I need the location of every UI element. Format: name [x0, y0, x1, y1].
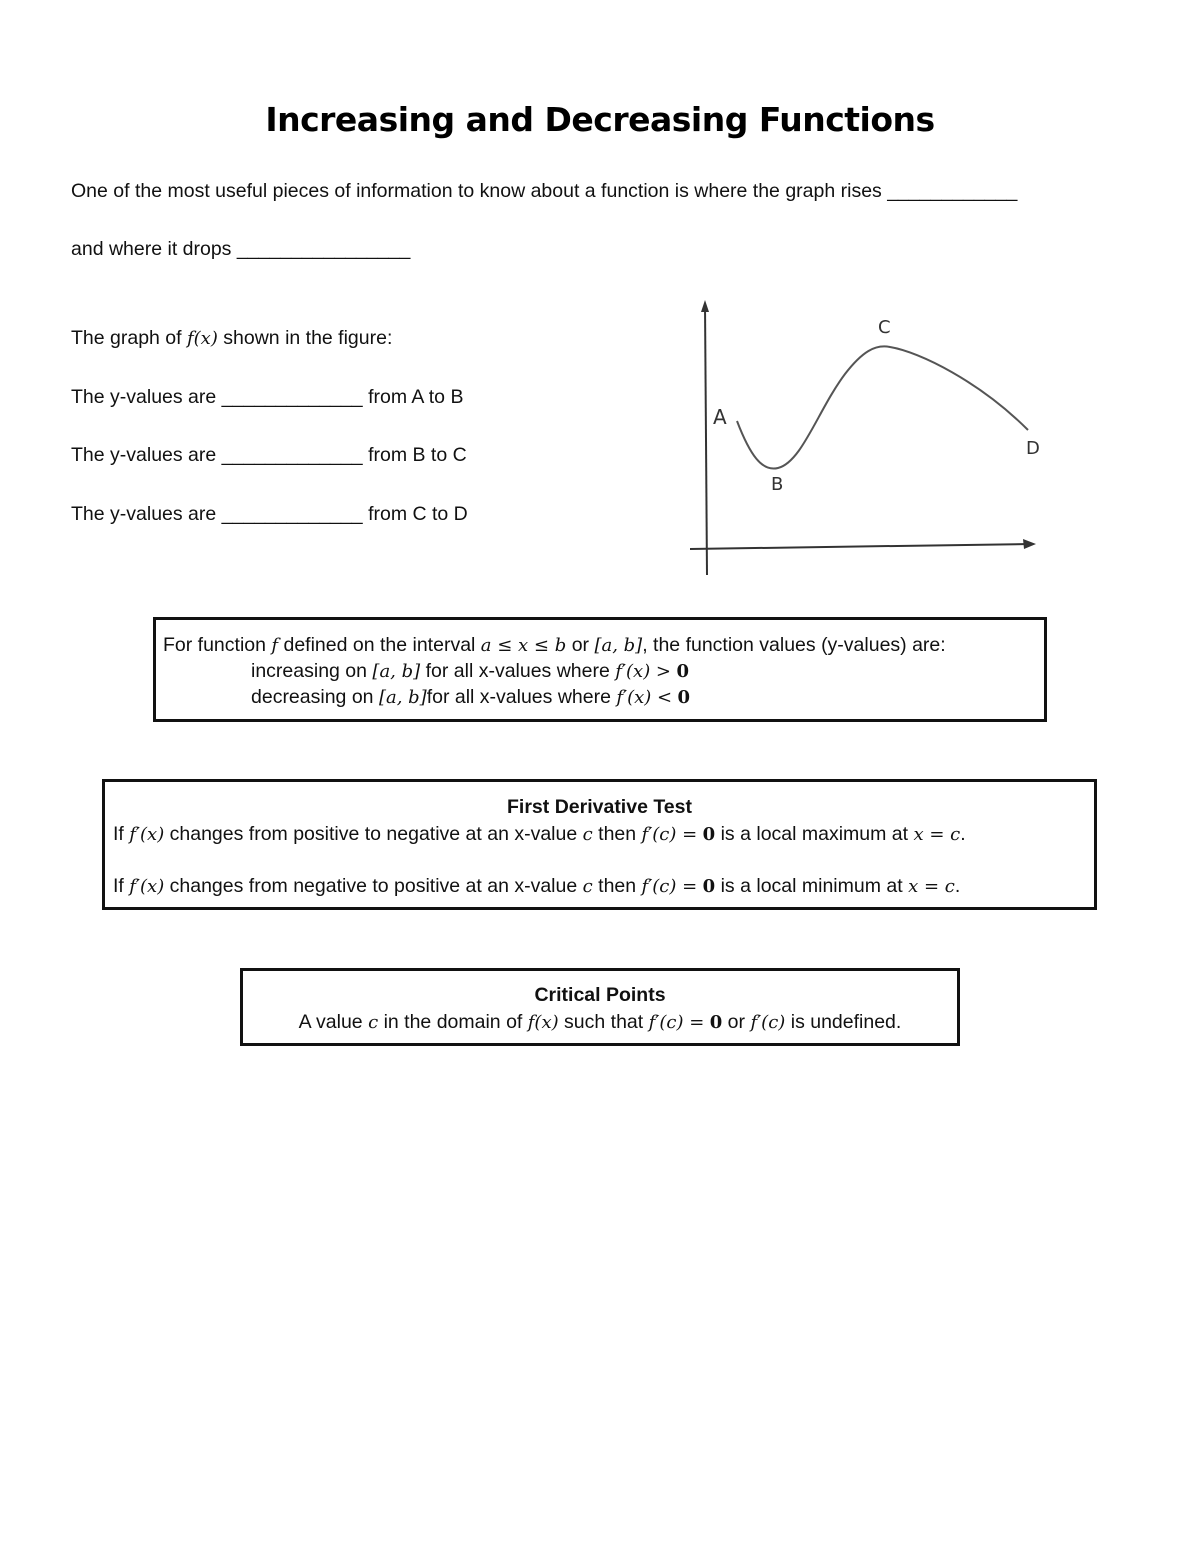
math: 0: [702, 824, 716, 845]
math: f′(c) =: [641, 824, 698, 845]
critical-points-heading: Critical Points: [534, 984, 666, 1006]
text: then: [598, 875, 637, 897]
row-prefix: The y-values are: [71, 444, 217, 466]
text: decreasing on: [251, 686, 374, 708]
graph-lead-math: f(x): [187, 328, 218, 349]
intro-line-drops: and where it drops ________________: [71, 238, 411, 260]
math: c: [582, 876, 593, 897]
text: For function: [163, 634, 266, 656]
math: f(x): [527, 1012, 559, 1033]
math: 0: [702, 876, 716, 897]
curve: [737, 346, 1028, 468]
math: [a, b]: [594, 635, 643, 656]
math: f′(x): [129, 824, 165, 845]
text: changes from negative to positive at an x-value: [169, 875, 578, 897]
point-label-b: B: [771, 474, 784, 495]
y-axis-arrowhead: [701, 300, 709, 312]
text: increasing on: [251, 660, 367, 682]
text: or: [571, 634, 590, 656]
text: such that: [564, 1011, 644, 1033]
math: [a, b]: [378, 687, 427, 708]
text: defined on the interval: [283, 634, 476, 656]
y-values-row-bc: [71, 444, 467, 467]
math: f′(c): [750, 1012, 786, 1033]
first-derivative-test-box: [102, 779, 1097, 910]
intro-line-rises: One of the most useful pieces of information to know about a function is where the graph rises ____________: [71, 180, 1018, 202]
text: , the function values (y-values) are:: [642, 634, 946, 656]
definition-line-increasing: [251, 660, 689, 683]
first-derivative-test-max: [113, 823, 966, 846]
text: or: [727, 1011, 746, 1033]
row-suffix: from C to D: [368, 503, 468, 525]
math: f′(x) >: [615, 661, 672, 682]
text: If: [113, 875, 124, 897]
text: A value: [298, 1011, 363, 1033]
graph-lead-end: shown in the figure:: [223, 327, 393, 349]
page-title: Increasing and Decreasing Functions: [265, 100, 935, 139]
graph-lead: [71, 327, 392, 350]
point-label-d: D: [1026, 438, 1040, 459]
definition-line-1: [163, 634, 946, 657]
math: f′(c) =: [648, 1012, 705, 1033]
definition-line-decreasing: [251, 686, 690, 709]
function-graph: [680, 290, 1070, 590]
math: f′(x): [129, 876, 165, 897]
text: If: [113, 823, 124, 845]
math: x = c: [908, 876, 955, 897]
math: 0: [677, 687, 691, 708]
math: a ≤ x ≤ b: [480, 635, 567, 656]
text: then: [598, 823, 637, 845]
text: .: [954, 875, 961, 897]
math: c: [368, 1012, 379, 1033]
row-blank: _____________: [221, 503, 363, 525]
row-suffix: from B to C: [368, 444, 467, 466]
row-suffix: from A to B: [368, 386, 464, 408]
math: 0: [676, 661, 689, 682]
text: for all x-values where: [425, 660, 610, 682]
math: f′(x) <: [616, 687, 673, 708]
row-blank: _____________: [221, 386, 363, 408]
text: is undefined.: [790, 1011, 902, 1033]
critical-points-box: [240, 968, 960, 1046]
point-label-c: C: [878, 317, 891, 338]
math: x = c: [913, 824, 961, 845]
text: is a local maximum at: [720, 823, 909, 845]
math: [a, b]: [372, 661, 421, 682]
text: .: [960, 823, 966, 845]
first-derivative-test-min: [113, 875, 960, 898]
x-axis: [690, 544, 1030, 549]
increasing-decreasing-definition-box: [153, 617, 1047, 722]
text: is a local minimum at: [720, 875, 903, 897]
point-label-a: A: [713, 405, 727, 429]
text: for all x-values where: [426, 686, 611, 708]
math: f: [271, 635, 279, 656]
math: c: [582, 824, 593, 845]
first-derivative-test-heading: First Derivative Test: [507, 796, 692, 818]
math: f′(c) =: [641, 876, 698, 897]
text: changes from positive to negative at an x-value: [169, 823, 578, 845]
x-axis-arrowhead: [1023, 539, 1036, 549]
graph-lead-text: The graph of: [71, 327, 182, 349]
row-blank: _____________: [221, 444, 363, 466]
row-prefix: The y-values are: [71, 503, 217, 525]
y-axis: [705, 304, 707, 575]
math: 0: [709, 1012, 723, 1033]
critical-points-definition: [243, 1011, 957, 1034]
y-values-row-cd: [71, 503, 468, 526]
text: in the domain of: [383, 1011, 523, 1033]
y-values-row-ab: [71, 386, 463, 409]
row-prefix: The y-values are: [71, 386, 217, 408]
